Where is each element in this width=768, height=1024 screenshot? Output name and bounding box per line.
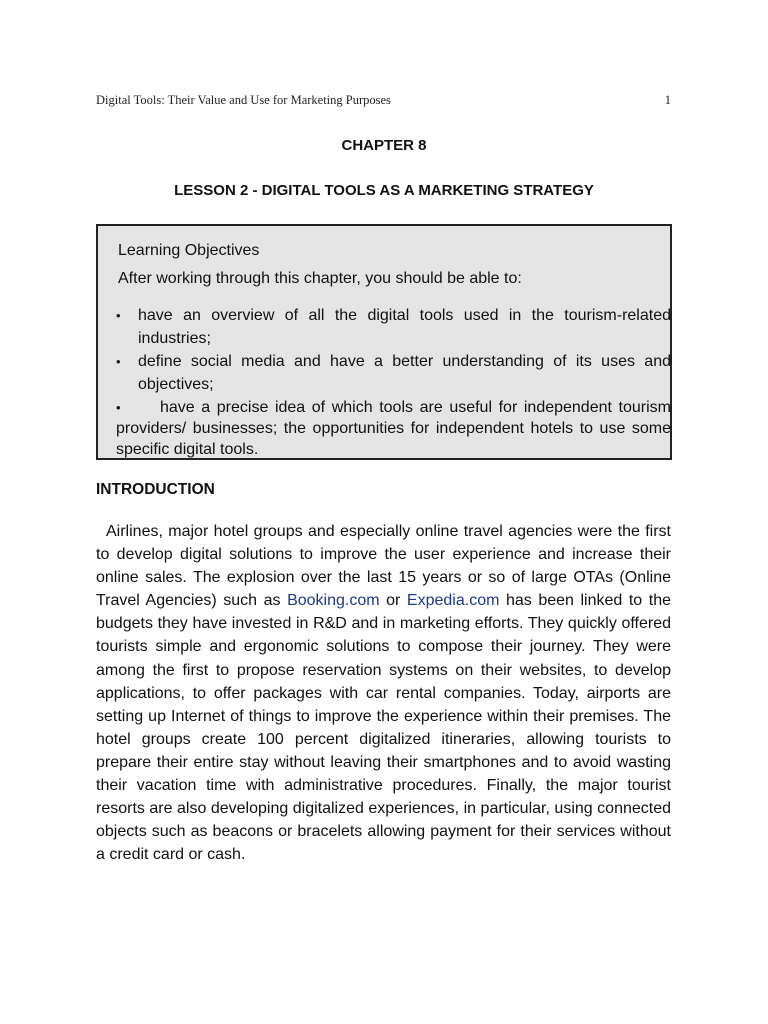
paragraph-text: or bbox=[379, 592, 407, 610]
learning-objectives-box bbox=[96, 224, 672, 460]
running-title: Digital Tools: Their Value and Use for Marketing Purposes bbox=[96, 93, 391, 107]
bullet-icon: • bbox=[116, 354, 121, 369]
objectives-title: Learning Objectives bbox=[118, 242, 260, 259]
expedia-link[interactable]: Expedia.com bbox=[406, 592, 500, 610]
page-number: 1 bbox=[664, 93, 671, 107]
paragraph-text: has been linked to the budgets they have invested in R&D and in marketing efforts. They quickly offered tourists simple and ergonomic solutions to compose their journey. They were among the first to propose reservation systems on their websites, to develop applications, to offer packages with car rental companies. Today, airports are setting up Internet of things to improve the experience within their premises. The hotel groups create 100 percent digitalized itineraries, allowing tourists to prepare their entire stay without leaving their smartphones and to avoid wasting their vacation time with administrative procedures. Finally, the major tourist resorts are also developing digitalized experiences, in particular, using connected objects such as beacons or bracelets allowing payment for their services without a credit card or cash. bbox=[96, 592, 671, 864]
lesson-title: LESSON 2 - DIGITAL TOOLS AS A MARKETING STRATEGY bbox=[174, 182, 594, 199]
objective-item bbox=[116, 350, 671, 396]
objective-item bbox=[116, 397, 671, 460]
objective-item bbox=[116, 304, 671, 350]
chapter-title: CHAPTER 8 bbox=[341, 137, 427, 154]
booking-link[interactable]: Booking.com bbox=[287, 592, 380, 610]
objective-text: have a precise idea of which tools are useful for independent tourism providers/ businesses; the opportunities for independent hotels to use some specific digital tools. bbox=[116, 399, 671, 458]
objective-text: define social media and have a better understanding of its uses and objectives; bbox=[138, 353, 671, 393]
paragraph-text: Airlines, major hotel groups and especially online travel agencies were the first to develop digital solutions to improve the user experience and increase their online sales. The explosion over the last 15 years or so of large OTAs (Online Travel Agencies) such as bbox=[96, 523, 671, 610]
bullet-icon: • bbox=[116, 308, 121, 323]
objectives-intro: After working through this chapter, you should be able to: bbox=[118, 270, 522, 287]
introduction-heading: INTRODUCTION bbox=[96, 481, 215, 498]
running-header bbox=[96, 93, 671, 108]
objective-text: have an overview of all the digital tools used in the tourism-related industries; bbox=[138, 307, 671, 347]
introduction-paragraph bbox=[96, 520, 671, 866]
bullet-icon: • bbox=[116, 400, 121, 415]
